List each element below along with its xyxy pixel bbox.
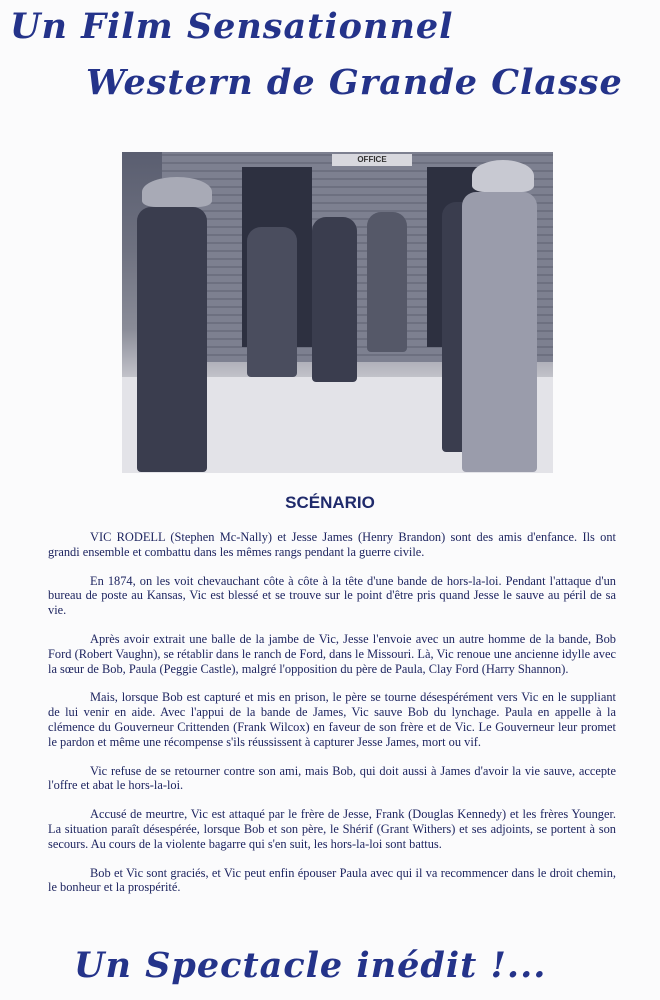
footer-tagline: Un Spectacle inédit !...: [74, 945, 547, 986]
photo-figure: [312, 217, 357, 382]
paragraph: Accusé de meurtre, Vic est attaqué par le frère de Jesse, Frank (Douglas Kennedy) et les frères Younger. La situation paraît désespérée, lorsque Bob et son père, le Shérif (Grant Withers) et ses adjoints, se portent à son secours. Au cours de la violente bagarre qui s'en suit, les hors-la-loi sont battus.: [48, 807, 616, 851]
photo-figure: [367, 212, 407, 352]
photo-figure: [137, 207, 207, 472]
paragraph: Mais, lorsque Bob est capturé et mis en prison, le père se tourne désespérément vers Vic en le suppliant de lui venir en aide. Avec l'appui de la bande de James, Vic sauve Bob du lynchage. Paula en appelle à la clémence du Gouverneur Crittenden (Frank Wilcox) en faveur de son frère et de Vic. Le Gouverneur leur promet le pardon et même une récompense s'ils réussissent à capturer Jesse James, mort ou vif.: [48, 690, 616, 749]
paragraph: VIC RODELL (Stephen Mc-Nally) et Jesse James (Henry Brandon) sont des amis d'enfance. Ils ont grandi ensemble et combattu dans les mêmes rangs pendant la guerre civile.: [48, 530, 616, 559]
paragraph: Vic refuse de se retourner contre son ami, mais Bob, qui doit aussi à James d'avoir la vie sauve, accepte l'offre et abat le hors-la-loi.: [48, 763, 616, 793]
photo-figure: [462, 192, 537, 472]
paragraph: Après avoir extrait une balle de la jambe de Vic, Jesse l'envoie avec un autre homme de la bande, Bob Ford (Robert Vaughn), se rétablir dans le ranch de Ford, dans le Missouri. Là, Vic renoue une ancienne idylle avec la sœur de Bob, Paula (Peggie Castle), malgré l'opposition du père de Paula, Clay Ford (Harry Shannon).: [48, 631, 616, 676]
photo-office-sign: OFFICE: [332, 154, 412, 166]
film-still-photo: [122, 152, 553, 473]
photo-hat: [142, 177, 212, 207]
paragraph: Bob et Vic sont graciés, et Vic peut enfin épouser Paula avec qui il va recommencer dans le droit chemin, le bonheur et la prospérité.: [48, 865, 616, 895]
title-line-2: Western de Grande Classe: [86, 62, 623, 103]
title-line-1: Un Film Sensationnel: [10, 6, 454, 47]
photo-hat: [472, 160, 534, 192]
section-heading: SCÉNARIO: [285, 493, 375, 512]
photo-figure: [247, 227, 297, 377]
paragraph: En 1874, on les voit chevauchant côte à côte à la tête d'une bande de hors-la-loi. Pendant l'attaque d'un bureau de poste au Kansas, Vic est blessé et se trouve sur le point d'être pris quand Jesse le sauve au péril de sa vie.: [48, 573, 616, 618]
synopsis-body: [48, 530, 616, 909]
